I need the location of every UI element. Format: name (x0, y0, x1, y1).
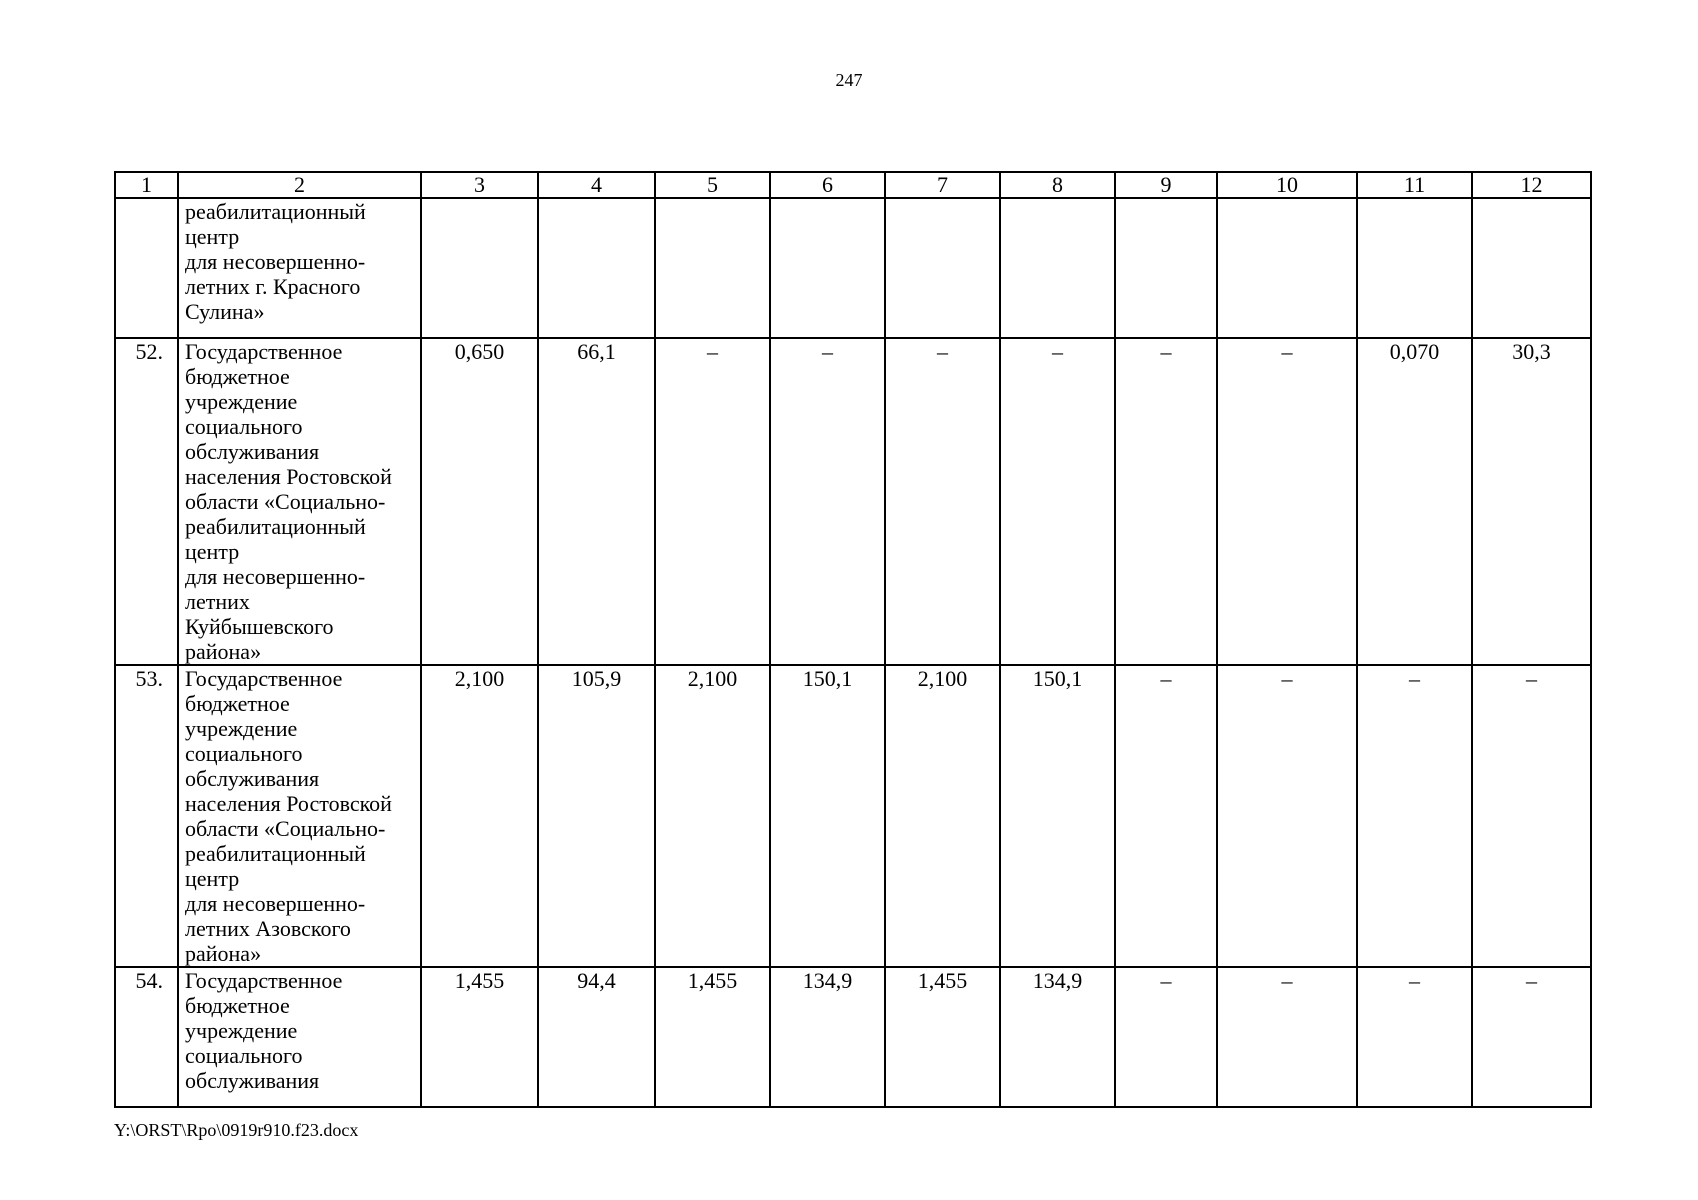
column-header: 1 (115, 172, 178, 198)
value-cell (885, 198, 1000, 338)
value-cell: – (1357, 665, 1472, 967)
value-cell: – (1115, 338, 1217, 665)
value-cell: – (1217, 338, 1357, 665)
name-line: Государственное (185, 666, 343, 691)
value-cell: – (1115, 967, 1217, 1107)
value-cell: 2,100 (885, 665, 1000, 967)
column-header: 5 (655, 172, 770, 198)
value-cell: – (1472, 967, 1591, 1107)
value-cell: 2,100 (421, 665, 538, 967)
name-line: летних (185, 589, 250, 614)
name-line: Сулина» (185, 299, 265, 324)
table-row (115, 338, 1591, 665)
row-number: 53. (115, 665, 178, 967)
column-header: 7 (885, 172, 1000, 198)
value-cell: – (1357, 967, 1472, 1107)
value-cell: 1,455 (655, 967, 770, 1107)
value-cell: 66,1 (538, 338, 655, 665)
column-header: 12 (1472, 172, 1591, 198)
name-line: бюджетное (185, 364, 290, 389)
value-cell: 1,455 (885, 967, 1000, 1107)
column-header: 8 (1000, 172, 1115, 198)
name-line: реабилитационный (185, 841, 366, 866)
institution-name (178, 665, 421, 967)
column-header: 9 (1115, 172, 1217, 198)
value-cell: 94,4 (538, 967, 655, 1107)
name-line: бюджетное (185, 691, 290, 716)
value-cell (421, 198, 538, 338)
name-line: для несовершенно- (185, 249, 366, 274)
value-cell: 1,455 (421, 967, 538, 1107)
row-number: 52. (115, 338, 178, 665)
name-line: реабилитационный (185, 514, 366, 539)
column-header: 11 (1357, 172, 1472, 198)
value-cell (538, 198, 655, 338)
column-header: 4 (538, 172, 655, 198)
name-line: обслуживания (185, 439, 320, 464)
table-row (115, 198, 1591, 338)
row-number (115, 198, 178, 338)
value-cell: – (655, 338, 770, 665)
value-cell (1000, 198, 1115, 338)
row-number: 54. (115, 967, 178, 1107)
value-cell: 150,1 (1000, 665, 1115, 967)
column-header: 3 (421, 172, 538, 198)
name-line: учреждение (185, 716, 298, 741)
name-line: населения Ростовской (185, 791, 392, 816)
name-line: населения Ростовской (185, 464, 392, 489)
name-line: социального (185, 1043, 303, 1068)
name-line: для несовершенно- (185, 891, 366, 916)
institution-name (178, 967, 421, 1107)
name-line: области «Социально- (185, 489, 386, 514)
value-cell (1357, 198, 1472, 338)
name-line: бюджетное (185, 993, 290, 1018)
value-cell: – (770, 338, 885, 665)
value-cell: – (1217, 665, 1357, 967)
value-cell: – (1000, 338, 1115, 665)
value-cell (1472, 198, 1591, 338)
name-line: социального (185, 741, 303, 766)
value-cell: 134,9 (770, 967, 885, 1107)
value-cell: 134,9 (1000, 967, 1115, 1107)
value-cell: – (1115, 665, 1217, 967)
value-cell (770, 198, 885, 338)
footer-file-path: Y:\ORST\Rpo\0919r910.f23.docx (114, 1120, 359, 1140)
value-cell: 150,1 (770, 665, 885, 967)
name-line: учреждение (185, 1018, 298, 1043)
institution-name (178, 198, 421, 338)
value-cell: 30,3 (1472, 338, 1591, 665)
name-line: для несовершенно- (185, 564, 366, 589)
institution-name (178, 338, 421, 665)
name-line: Государственное (185, 339, 343, 364)
value-cell (1217, 198, 1357, 338)
name-line: реабилитационный (185, 199, 366, 224)
column-header: 6 (770, 172, 885, 198)
column-header: 10 (1217, 172, 1357, 198)
page-number: 247 (835, 70, 863, 90)
name-line: учреждение (185, 389, 298, 414)
name-line: центр (185, 224, 240, 249)
value-cell (655, 198, 770, 338)
column-header: 2 (178, 172, 421, 198)
value-cell: – (1217, 967, 1357, 1107)
name-line: центр (185, 866, 240, 891)
table-header-row (115, 172, 1591, 198)
value-cell: 105,9 (538, 665, 655, 967)
name-line: области «Социально- (185, 816, 386, 841)
name-line: обслуживания (185, 766, 320, 791)
name-line: Куйбышевского (185, 614, 334, 639)
table-row (115, 967, 1591, 1107)
name-line: района» (185, 639, 262, 664)
value-cell: – (1472, 665, 1591, 967)
name-line: района» (185, 941, 262, 966)
value-cell: 2,100 (655, 665, 770, 967)
value-cell: 0,070 (1357, 338, 1472, 665)
name-line: Государственное (185, 968, 343, 993)
table-row (115, 665, 1591, 967)
name-line: летних Азовского (185, 916, 351, 941)
name-line: летних г. Красного (185, 274, 361, 299)
value-cell: 0,650 (421, 338, 538, 665)
data-table (114, 171, 1592, 1108)
value-cell (1115, 198, 1217, 338)
value-cell: – (885, 338, 1000, 665)
name-line: центр (185, 539, 240, 564)
name-line: социального (185, 414, 303, 439)
name-line: обслуживания (185, 1068, 320, 1093)
